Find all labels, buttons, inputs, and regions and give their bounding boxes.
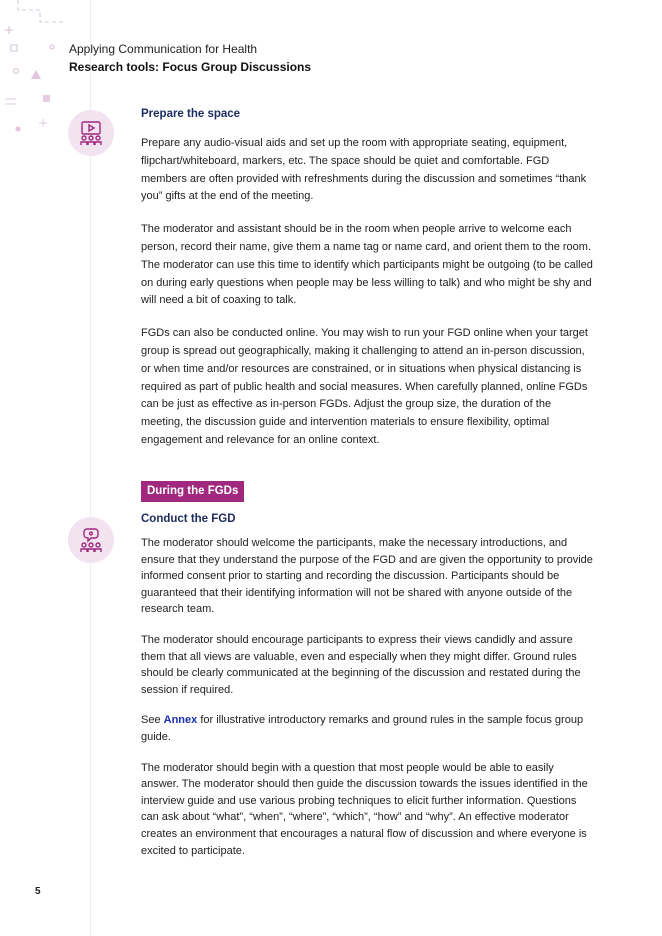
- during-paragraph-annex: [141, 712, 593, 745]
- during-paragraph-2: The moderator should encourage participants to express their views candidly and assure them that all views are valuable, even and especially when they might differ. Ground rules should be clearly communicated at the beginning of the discussion and restated during the session if required.: [141, 633, 581, 696]
- prepare-paragraph-2: The moderator and assistant should be in the room when people arrive to welcome each person, record their name, give them a name tag or name card, and orient them to the room. The moderator can use this time to identify which participants might be outgoing (to be called on during early questions when people may be less willing to talk) and who might be shy and will need a bit of coaxing to talk.: [141, 223, 593, 307]
- presentation-audience-icon: [68, 110, 114, 156]
- prepare-paragraph-1: Prepare any audio-visual aids and set up the room with appropriate seating, equipment, flipchart/whiteboard, markers, etc. The space should be quiet and comfortable. FGD members are often provided with refreshments during the discussion and sometimes “thank you” gifts at the end of the meeting.: [141, 137, 587, 203]
- see-suffix: for illustrative introductory remarks and ground rules in the sample focus group guide.: [141, 714, 584, 743]
- discussion-group-icon: [68, 517, 114, 563]
- prepare-heading: Prepare the space: [141, 108, 241, 120]
- see-prefix: See: [141, 714, 164, 727]
- section-label-during: During the FGDs: [141, 481, 244, 502]
- conduct-heading: Conduct the FGD: [141, 513, 236, 525]
- annex-link[interactable]: Annex: [163, 714, 198, 727]
- during-paragraph-1: The moderator should welcome the participants, make the necessary introductions, and ensure that they understand the purpose of the FGD and are given the opportunity to provide informed consent prior to starting and recording the discussion. Participants should be guaranteed that their identifying information will not be shared with anyone outside of the research team.: [141, 537, 593, 616]
- prepare-section: [141, 108, 593, 450]
- header-title: Applying Communication for Health: [69, 42, 258, 56]
- running-header: [69, 40, 311, 76]
- during-paragraph-4: The moderator should begin with a question that most people would be able to easily answer. The moderator should then guide the discussion towards the issues identified in the interview guide and use various probing techniques to elicit further information. Questions can ask about “what”, “when”, “where”, “which”, “how” and “why”. An effective moderator creates an environment that encourages a natural flow of discussion and where everyone is excited to participate.: [141, 761, 588, 857]
- during-section: [141, 513, 593, 859]
- prepare-paragraph-3: FGDs can also be conducted online. You may wish to run your FGD online when your target group is spread out geographically, making it challenging to attend an in-person discussion, or when time and/or resources are constrained, or in situations when physical distancing is required as part of public health and social measures. When carefully planned, online FGDs can be just as effective as in-person FGDs. Adjust the group size, the duration of the meeting, the discussion guide and intervention materials to ensure flexibility, optimal engagement and relevance for an online context.: [141, 327, 588, 446]
- header-subtitle: Research tools: Focus Group Discussions: [69, 60, 312, 74]
- page-number: 5: [35, 886, 41, 897]
